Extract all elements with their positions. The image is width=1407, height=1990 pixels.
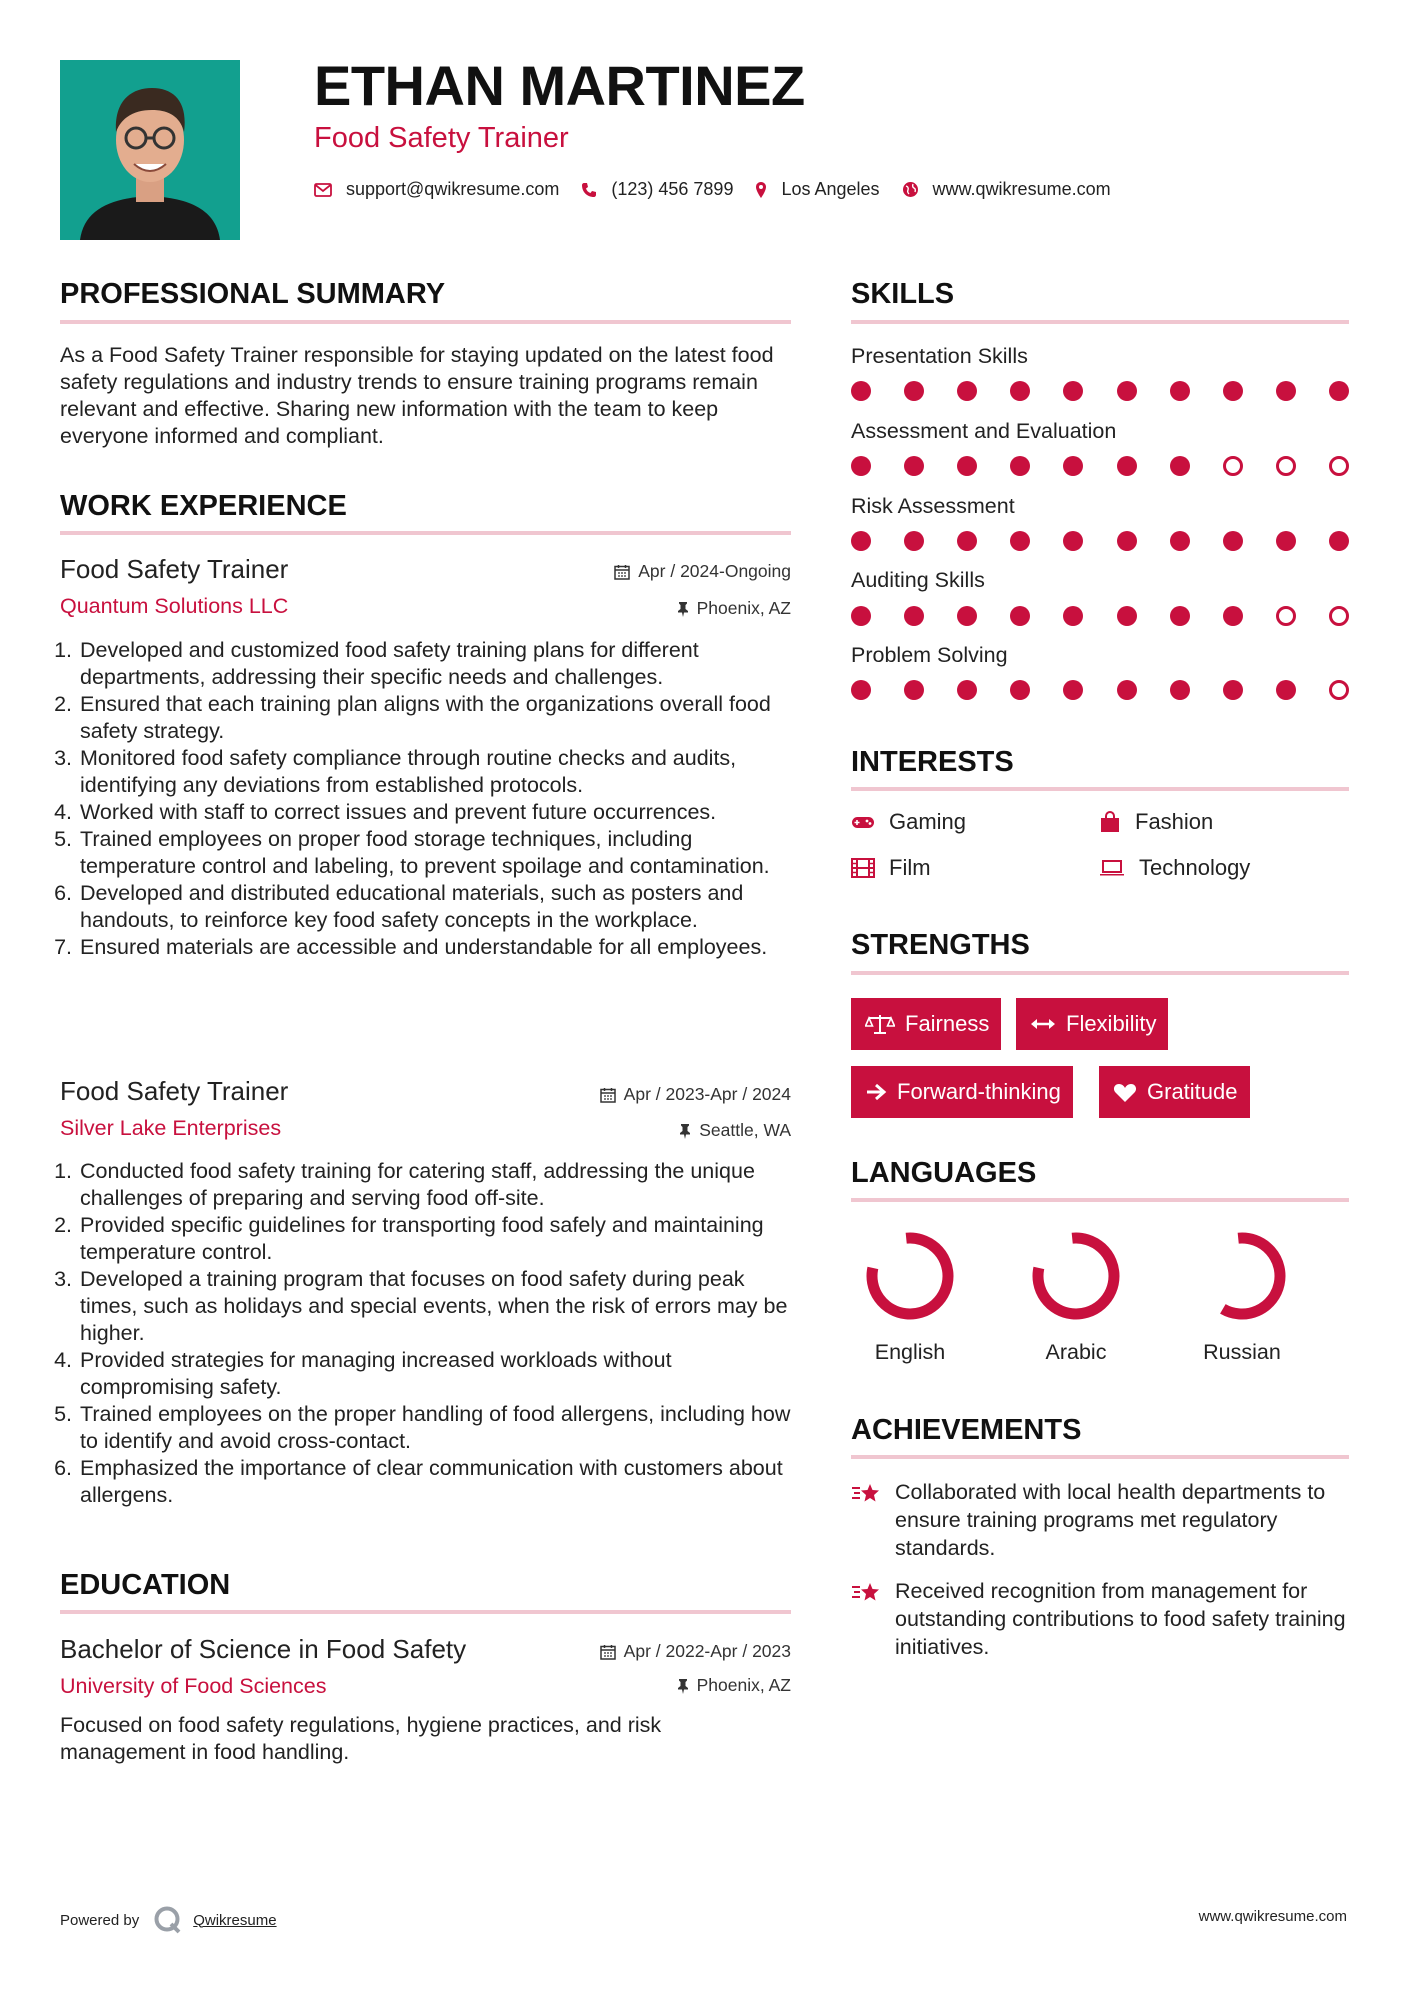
job-dates	[614, 563, 791, 581]
strength-badge	[851, 998, 1001, 1050]
education-dates-text: Apr / 2022-Apr / 2023	[623, 1641, 791, 1661]
arrows-horizontal-icon	[1030, 1017, 1056, 1031]
interest-label: Gaming	[889, 809, 967, 834]
skill-dot-filled	[1170, 606, 1190, 626]
skill-rating	[851, 381, 1349, 401]
arrow-right-icon	[865, 1082, 887, 1102]
skill-dot-filled	[1117, 456, 1137, 476]
achievement-item	[851, 1577, 1356, 1661]
envelope-icon	[314, 183, 332, 197]
powered-by-text: Powered by	[60, 1911, 140, 1929]
interest-item	[1099, 811, 1213, 833]
contact-website[interactable]	[902, 179, 1111, 200]
skill-dot-filled	[1223, 680, 1243, 700]
contact-location	[755, 179, 879, 200]
heart-icon	[1113, 1082, 1137, 1103]
language-item	[1167, 1226, 1317, 1365]
candidate-name: ETHAN MARTINEZ	[314, 54, 805, 117]
skill-dot-filled	[957, 456, 977, 476]
education-location-text: Phoenix, AZ	[696, 1675, 791, 1695]
skill-dot-empty	[1329, 680, 1349, 700]
job-location	[677, 600, 791, 618]
strength-label: Forward-thinking	[897, 1079, 1061, 1104]
phone-text: (123) 456 7899	[611, 179, 734, 199]
skill-dot-filled	[1063, 456, 1083, 476]
language-name: Arabic	[1045, 1340, 1107, 1364]
language-ring-arc	[1223, 1238, 1280, 1314]
strength-badge	[1099, 1066, 1250, 1118]
shooting-star-icon	[851, 1579, 883, 1607]
language-ring	[860, 1226, 960, 1326]
interests-heading: INTERESTS	[851, 746, 1014, 778]
list-item: 1. Developed and customized food safety training plans for different departments, addressing their specific needs and challenges.	[78, 637, 791, 691]
strength-label: Gratitude	[1147, 1079, 1238, 1104]
education-divider	[60, 1610, 791, 1614]
phone-icon	[581, 182, 597, 198]
degree-title: Bachelor of Science in Food Safety	[60, 1634, 467, 1664]
experience-heading: WORK EXPERIENCE	[60, 490, 347, 522]
education-heading: EDUCATION	[60, 1569, 231, 1601]
education-location	[677, 1677, 791, 1695]
job-company: Silver Lake Enterprises	[60, 1116, 282, 1140]
summary-text: As a Food Safety Trainer responsible for staying updated on the latest food safety regulations and industry trends to ensure training programs remain relevant and effective. Sharing new information with the team to keep everyone informed and compliant.	[60, 343, 774, 448]
strength-label: Flexibility	[1066, 1011, 1157, 1036]
skill-dot-empty	[1223, 456, 1243, 476]
skill-dot-filled	[904, 456, 924, 476]
calendar-icon	[600, 1644, 616, 1660]
skill-name: Risk Assessment	[851, 494, 1015, 518]
pushpin-icon	[677, 601, 689, 617]
skill-dot-filled	[1010, 456, 1030, 476]
strengths-heading: STRENGTHS	[851, 929, 1030, 961]
language-ring-arc	[872, 1238, 948, 1314]
skill-dot-filled	[904, 606, 924, 626]
interest-item	[851, 857, 931, 879]
skill-dot-filled	[1063, 606, 1083, 626]
shopping-bag-icon	[1099, 811, 1121, 833]
skill-dot-filled	[1170, 381, 1190, 401]
footer-powered	[60, 1905, 277, 1935]
skill-dot-filled	[851, 606, 871, 626]
list-item: 1. Conducted food safety training for catering staff, addressing the unique challenges of preparing and serving food off-site.	[78, 1158, 791, 1212]
skill-dot-filled	[1010, 381, 1030, 401]
skills-heading: SKILLS	[851, 278, 955, 310]
skill-dot-empty	[1276, 456, 1296, 476]
strengths-divider	[851, 971, 1349, 975]
gamepad-icon	[851, 814, 875, 830]
location-text: Los Angeles	[781, 179, 880, 199]
job-dates-text: Apr / 2023-Apr / 2024	[623, 1084, 791, 1104]
skill-dot-filled	[957, 680, 977, 700]
shooting-star-icon	[851, 1480, 883, 1508]
qwikresume-logo-icon	[151, 1905, 185, 1935]
interest-label: Film	[889, 855, 931, 880]
pushpin-icon	[677, 1678, 689, 1694]
brand-link[interactable]: Qwikresume	[193, 1911, 277, 1929]
language-item	[835, 1226, 985, 1365]
skill-dot-filled	[1329, 531, 1349, 551]
map-marker-icon	[755, 181, 767, 199]
skill-dot-filled	[1010, 606, 1030, 626]
contact-bar	[314, 179, 1133, 200]
interest-item	[1099, 857, 1250, 879]
summary-divider	[60, 320, 791, 324]
laptop-icon	[1099, 859, 1125, 877]
skill-dot-filled	[1276, 381, 1296, 401]
list-item: 2. Provided specific guidelines for transporting food safely and maintaining temperature control.	[78, 1212, 791, 1266]
education-dates	[600, 1643, 791, 1661]
skill-dot-filled	[1329, 381, 1349, 401]
list-item: 7. Ensured materials are accessible and understandable for all employees.	[78, 934, 791, 961]
skill-dot-filled	[1063, 381, 1083, 401]
language-ring-arc	[1038, 1238, 1114, 1314]
profile-photo	[60, 60, 240, 240]
footer-url[interactable]: www.qwikresume.com	[1198, 1908, 1347, 1925]
skill-dot-filled	[851, 381, 871, 401]
language-name: Russian	[1203, 1340, 1281, 1364]
skill-dot-filled	[1276, 680, 1296, 700]
job-title: Food Safety Trainer	[60, 1076, 289, 1106]
list-item: 6. Developed and distributed educational materials, such as posters and handouts, to reinforce key food safety concepts in the workplace.	[78, 880, 791, 934]
skill-dot-filled	[904, 381, 924, 401]
education-description: Focused on food safety regulations, hygiene practices, and risk management in food handling.	[60, 1713, 662, 1764]
list-item: 6. Emphasized the importance of clear communication with customers about allergens.	[78, 1455, 791, 1509]
skill-dot-filled	[1170, 531, 1190, 551]
interest-label: Fashion	[1135, 809, 1214, 834]
language-name: English	[874, 1340, 946, 1364]
job-location-text: Phoenix, AZ	[696, 598, 791, 618]
email-text: support@qwikresume.com	[346, 179, 560, 199]
film-icon	[851, 858, 875, 878]
achievement-item	[851, 1478, 1356, 1562]
list-item: 2. Ensured that each training plan aligns with the organizations overall food safety strategy.	[78, 691, 791, 745]
skill-dot-filled	[1117, 381, 1137, 401]
summary-heading: PROFESSIONAL SUMMARY	[60, 278, 446, 310]
skill-dot-empty	[1276, 606, 1296, 626]
skill-dot-filled	[1063, 531, 1083, 551]
skill-rating	[851, 456, 1349, 476]
interest-item	[851, 811, 966, 833]
calendar-icon	[614, 564, 630, 580]
skill-dot-empty	[1329, 606, 1349, 626]
skill-dot-filled	[1117, 531, 1137, 551]
calendar-icon	[600, 1087, 616, 1103]
job-bullets	[60, 637, 791, 961]
skill-name: Assessment and Evaluation	[851, 419, 1117, 443]
list-item: 5. Trained employees on proper food storage techniques, including temperature control and labeling, to prevent spoilage and contamination.	[78, 826, 791, 880]
list-item: 4. Provided strategies for managing increased workloads without compromising safety.	[78, 1347, 791, 1401]
list-item: 4. Worked with staff to correct issues and prevent future occurrences.	[78, 799, 791, 826]
skill-dot-empty	[1329, 456, 1349, 476]
achievements-heading: ACHIEVEMENTS	[851, 1414, 1082, 1446]
strength-badge	[851, 1066, 1073, 1118]
job-company: Quantum Solutions LLC	[60, 594, 289, 618]
skill-dot-filled	[957, 381, 977, 401]
skill-dot-filled	[904, 680, 924, 700]
language-ring	[1026, 1226, 1126, 1326]
skill-dot-filled	[1223, 606, 1243, 626]
skill-rating	[851, 606, 1349, 626]
skill-name: Problem Solving	[851, 643, 1008, 667]
job-location-text: Seattle, WA	[699, 1120, 791, 1140]
skill-rating	[851, 531, 1349, 551]
skill-dot-filled	[1276, 531, 1296, 551]
languages-divider	[851, 1198, 1349, 1202]
job-bullets	[60, 1158, 791, 1509]
skill-dot-filled	[1117, 680, 1137, 700]
contact-phone[interactable]	[581, 179, 733, 200]
interests-divider	[851, 787, 1349, 791]
languages-heading: LANGUAGES	[851, 1157, 1037, 1189]
skills-divider	[851, 320, 1349, 324]
skill-dot-filled	[1223, 381, 1243, 401]
skill-dot-filled	[1170, 680, 1190, 700]
skill-dot-filled	[1223, 531, 1243, 551]
skill-rating	[851, 680, 1349, 700]
language-ring	[1192, 1226, 1292, 1326]
interest-label: Technology	[1139, 855, 1251, 880]
list-item: 3. Monitored food safety compliance through routine checks and audits, identifying any deviations from established protocols.	[78, 745, 791, 799]
skill-dot-filled	[1010, 531, 1030, 551]
list-item: 3. Developed a training program that focuses on food safety during peak times, such as holidays and special events, when the risk of errors may be higher.	[78, 1266, 791, 1347]
job-title: Food Safety Trainer	[60, 554, 289, 584]
contact-email[interactable]	[314, 179, 559, 200]
achievement-text: Received recognition from management for outstanding contributions to food safety training initiatives.	[895, 1579, 1346, 1659]
skill-dot-filled	[1063, 680, 1083, 700]
skill-dot-filled	[1010, 680, 1030, 700]
experience-divider	[60, 531, 791, 535]
strength-label: Fairness	[905, 1011, 990, 1036]
skill-dot-filled	[851, 680, 871, 700]
school-name: University of Food Sciences	[60, 1674, 327, 1698]
list-item: 5. Trained employees on the proper handling of food allergens, including how to identify and avoid cross-contact.	[78, 1401, 791, 1455]
website-text: www.qwikresume.com	[932, 179, 1111, 199]
candidate-title: Food Safety Trainer	[314, 122, 569, 154]
skill-name: Auditing Skills	[851, 568, 985, 592]
skill-dot-filled	[851, 456, 871, 476]
pushpin-icon	[679, 1123, 691, 1139]
skill-name: Presentation Skills	[851, 344, 1028, 368]
skill-dot-filled	[957, 531, 977, 551]
balance-scale-icon	[865, 1013, 895, 1035]
skill-dot-filled	[851, 531, 871, 551]
job-dates	[600, 1086, 791, 1104]
strength-badge	[1016, 998, 1168, 1050]
skill-dot-filled	[1170, 456, 1190, 476]
skill-dot-filled	[957, 606, 977, 626]
skill-dot-filled	[904, 531, 924, 551]
language-item	[1001, 1226, 1151, 1365]
skill-dot-filled	[1117, 606, 1137, 626]
job-location	[679, 1122, 791, 1140]
job-dates-text: Apr / 2024-Ongoing	[638, 561, 791, 581]
achievement-text: Collaborated with local health departments to ensure training programs met regulatory standards.	[895, 1480, 1326, 1560]
achievements-divider	[851, 1455, 1349, 1459]
globe-icon	[902, 181, 919, 198]
